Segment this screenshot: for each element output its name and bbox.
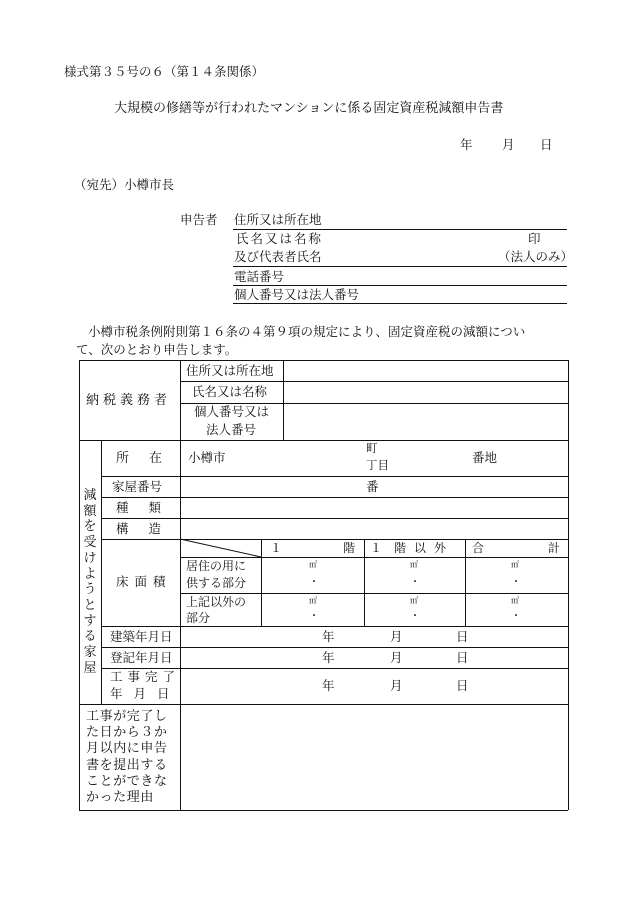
seal-mark: 印 [528, 231, 541, 246]
house-number-label: 家屋番号 [112, 479, 163, 494]
statement-line-2: て、次のとおり申告します。 [76, 342, 238, 357]
registered-date-day: 日 [456, 650, 469, 665]
built-date-month: 月 [390, 629, 403, 644]
built-date-day: 日 [456, 629, 469, 644]
col-other-b: 階以外 [394, 541, 455, 555]
area-decimal: ・ [309, 577, 319, 588]
applicant-address-line [233, 229, 567, 230]
completion-date-month: 月 [390, 678, 403, 693]
area-unit: ㎡ [309, 560, 317, 569]
residential-label-1: 居住の用に [186, 559, 247, 573]
area-decimal: ・ [511, 611, 521, 622]
taxpayer-number-label-2: 法人番号 [206, 422, 257, 437]
taxpayer-name-value[interactable] [290, 385, 560, 401]
registered-date-month: 月 [390, 650, 403, 665]
applicant-representative-label: 及び代表者氏名 [234, 249, 322, 264]
floor-area-label: 床面積 [116, 574, 172, 589]
col-other-a: １ [370, 541, 383, 555]
taxpayer-address-value[interactable] [290, 363, 560, 379]
registered-date-label: 登記年月日 [110, 650, 173, 665]
built-date-year: 年 [322, 629, 335, 644]
reason-label: 工事が完了した日から３か月以内に申告書を提出することができなかった理由 [86, 709, 168, 806]
applicant-name-label: 氏名又は名称 [236, 231, 324, 246]
house-number-ban: 番 [366, 479, 379, 494]
other-label-2: 部分 [186, 611, 211, 625]
page-title: 大規模の修繕等が行われたマンションに係る固定資産税減額申告書 [114, 101, 504, 116]
applicant-address-label: 住所又は所在地 [234, 212, 322, 227]
area-unit: ㎡ [410, 596, 418, 605]
applicant-phone-label: 電話番号 [234, 269, 285, 284]
statement-line-1: 小樽市税条例附則第１６条の４第９項の規定により、固定資産税の減額につい [88, 324, 526, 339]
applicant-number-line [233, 303, 567, 304]
applicant-phone-line [233, 285, 567, 286]
area-decimal: ・ [410, 611, 420, 622]
col-floor1-a: １ [270, 541, 283, 555]
area-unit: ㎡ [410, 560, 418, 569]
taxpayer-name-label: 氏名又は名称 [192, 384, 268, 399]
form-number: 様式第３５号の６（第１４条関係） [64, 64, 265, 79]
built-date-label: 建築年月日 [110, 629, 173, 644]
area-unit: ㎡ [511, 596, 519, 605]
location-banchi: 番地 [472, 450, 498, 465]
completion-date-year: 年 [322, 678, 335, 693]
col-floor1-b: 階 [343, 541, 356, 555]
completion-date-day: 日 [456, 678, 469, 693]
location-chome: 丁目 [366, 458, 389, 472]
location-label: 所在 [116, 451, 183, 466]
type-label: 種類 [116, 500, 182, 515]
taxpayer-address-label: 住所又は所在地 [186, 363, 274, 378]
col-total-b: 計 [548, 541, 561, 555]
addressee: （宛先）小樽市長 [74, 177, 175, 192]
type-value[interactable] [186, 500, 562, 516]
reason-value[interactable] [186, 709, 562, 805]
completion-date-label-2: 年月日 [110, 686, 181, 701]
area-unit: ㎡ [511, 560, 519, 569]
applicant-number-label: 個人番号又は法人番号 [234, 287, 360, 302]
date-month: 月 [502, 137, 515, 152]
taxpayer-number-value[interactable] [290, 408, 560, 436]
taxpayer-number-label-1: 個人番号又は [194, 404, 270, 419]
residential-label-2: 供する部分 [186, 576, 247, 590]
taxpayer-label: 納税義務者 [86, 393, 172, 408]
col-total-a: 合 [472, 541, 485, 555]
area-unit: ㎡ [309, 596, 317, 605]
applicant-name-line [233, 266, 567, 267]
corp-only-note: （法人のみ） [498, 249, 574, 264]
applicant-label: 申告者 [180, 212, 218, 227]
area-decimal: ・ [511, 577, 521, 588]
structure-value[interactable] [186, 521, 562, 537]
location-city: 小樽市 [188, 450, 226, 465]
area-decimal: ・ [410, 577, 420, 588]
location-town: 町 [366, 441, 378, 455]
date-year: 年 [460, 137, 473, 152]
area-decimal: ・ [309, 611, 319, 622]
structure-label: 構造 [116, 521, 182, 536]
house-section-label: 減額を受けようとする家屋 [83, 488, 97, 676]
completion-date-label-1: 工事完了 [110, 669, 181, 684]
date-day: 日 [540, 137, 553, 152]
registered-date-year: 年 [322, 650, 335, 665]
other-label-1: 上記以外の [186, 595, 247, 609]
